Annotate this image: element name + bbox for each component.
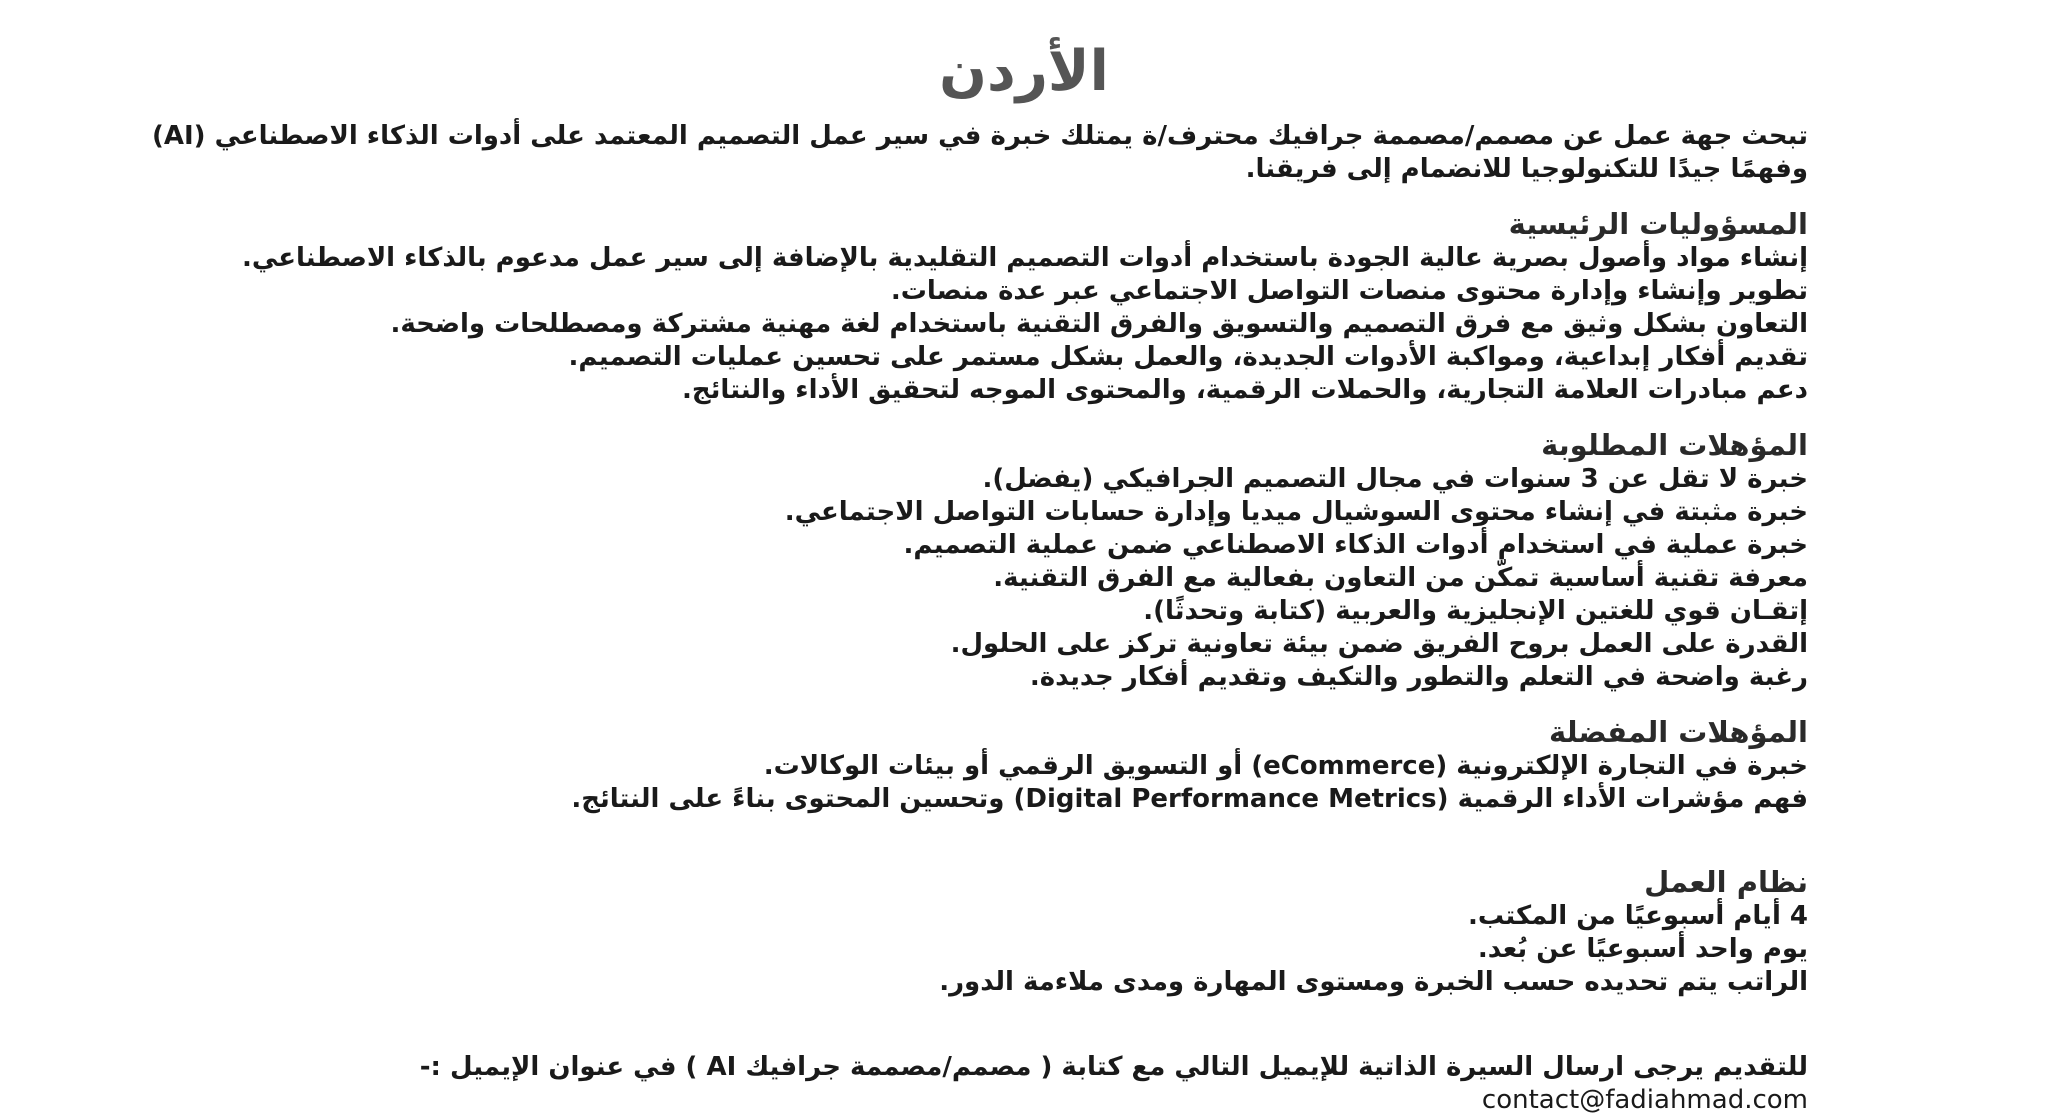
list-item: فهم مؤشرات الأداء الرقمية (Digital Performance Metrics) وتحسين المحتوى بناءً على النتائج.: [571, 784, 1808, 814]
page-title: الأردن: [939, 39, 1109, 104]
intro-paragraph: تبحث جهة عمل عن مصمم/مصممة جرافيك محترف/ة يمتلك خبرة في سير عمل التصميم المعتمد على أدوات الذكاء الاصطناعي (AI) وفهمًا جيدًا للتكنولوجيا للانضمام إلى فريقنا.: [151, 121, 1808, 184]
list-item: دعم مبادرات العلامة التجارية، والحملات الرقمية، والمحتوى الموجه لتحقيق الأداء والنتائج.: [682, 375, 1808, 405]
responsibilities-heading: المسؤوليات الرئيسية: [1508, 207, 1808, 241]
work-system-heading: نظام العمل: [1644, 865, 1808, 899]
work-system-list: [120, 900, 1808, 999]
work-system-section: [120, 864, 1808, 999]
preferred-heading: المؤهلات المفضلة: [1549, 715, 1808, 749]
list-item: الراتب يتم تحديده حسب الخبرة ومستوى المهارة ومدى ملاءمة الدور.: [939, 967, 1808, 997]
list-item: إنشاء مواد وأصول بصرية عالية الجودة باستخدام أدوات التصميم التقليدية بالإضافة إلى سير عمل مدعوم بالذكاء الاصطناعي.: [242, 243, 1808, 273]
apply-instructions: للتقديم يرجى ارسال السيرة الذاتية للإيميل التالي مع كتابة ( مصمم/مصممة جرافيك AI ) في عنوان الإيميل :-: [419, 1052, 1808, 1082]
contact-email[interactable]: contact@fadiahmad.com: [1481, 1085, 1808, 1115]
list-item: خبرة لا تقل عن 3 سنوات في مجال التصميم الجرافيكي (يفضل).: [982, 464, 1808, 494]
list-item: رغبة واضحة في التعلم والتطور والتكيف وتقديم أفكار جديدة.: [1029, 662, 1808, 692]
apply-section: [120, 1051, 1808, 1117]
preferred-section: [120, 714, 1808, 816]
list-item: 4 أيام أسبوعيًا من المكتب.: [1467, 901, 1808, 931]
list-item: خبرة في التجارة الإلكترونية (eCommerce) أو التسويق الرقمي أو بيئات الوكالات.: [763, 751, 1808, 781]
list-item: التعاون بشكل وثيق مع فرق التصميم والتسويق والفرق التقنية باستخدام لغة مهنية مشتركة ومصطلحات واضحة.: [390, 309, 1808, 339]
requirements-section: [120, 427, 1808, 694]
list-item: تطوير وإنشاء وإدارة محتوى منصات التواصل الاجتماعي عبر عدة منصات.: [890, 276, 1808, 306]
list-item: خبرة عملية في استخدام أدوات الذكاء الاصطناعي ضمن عملية التصميم.: [903, 530, 1808, 560]
job-post-content: [120, 120, 1808, 1117]
list-item: القدرة على العمل بروح الفريق ضمن بيئة تعاونية تركز على الحلول.: [950, 629, 1808, 659]
list-item: يوم واحد أسبوعيًا عن بُعد.: [1477, 934, 1808, 964]
responsibilities-section: [120, 206, 1808, 407]
preferred-list: [120, 750, 1808, 816]
list-item: معرفة تقنية أساسية تمكّن من التعاون بفعالية مع الفرق التقنية.: [993, 563, 1808, 593]
responsibilities-list: [120, 242, 1808, 407]
list-item: إتقـان قوي للغتين الإنجليزية والعربية (كتابة وتحدثًا).: [1143, 596, 1808, 626]
list-item: تقديم أفكار إبداعية، ومواكبة الأدوات الجديدة، والعمل بشكل مستمر على تحسين عمليات التصميم.: [568, 342, 1808, 372]
list-item: خبرة مثبتة في إنشاء محتوى السوشيال ميديا وإدارة حسابات التواصل الاجتماعي.: [784, 497, 1808, 527]
requirements-heading: المؤهلات المطلوبة: [1541, 428, 1808, 462]
requirements-list: [120, 463, 1808, 694]
